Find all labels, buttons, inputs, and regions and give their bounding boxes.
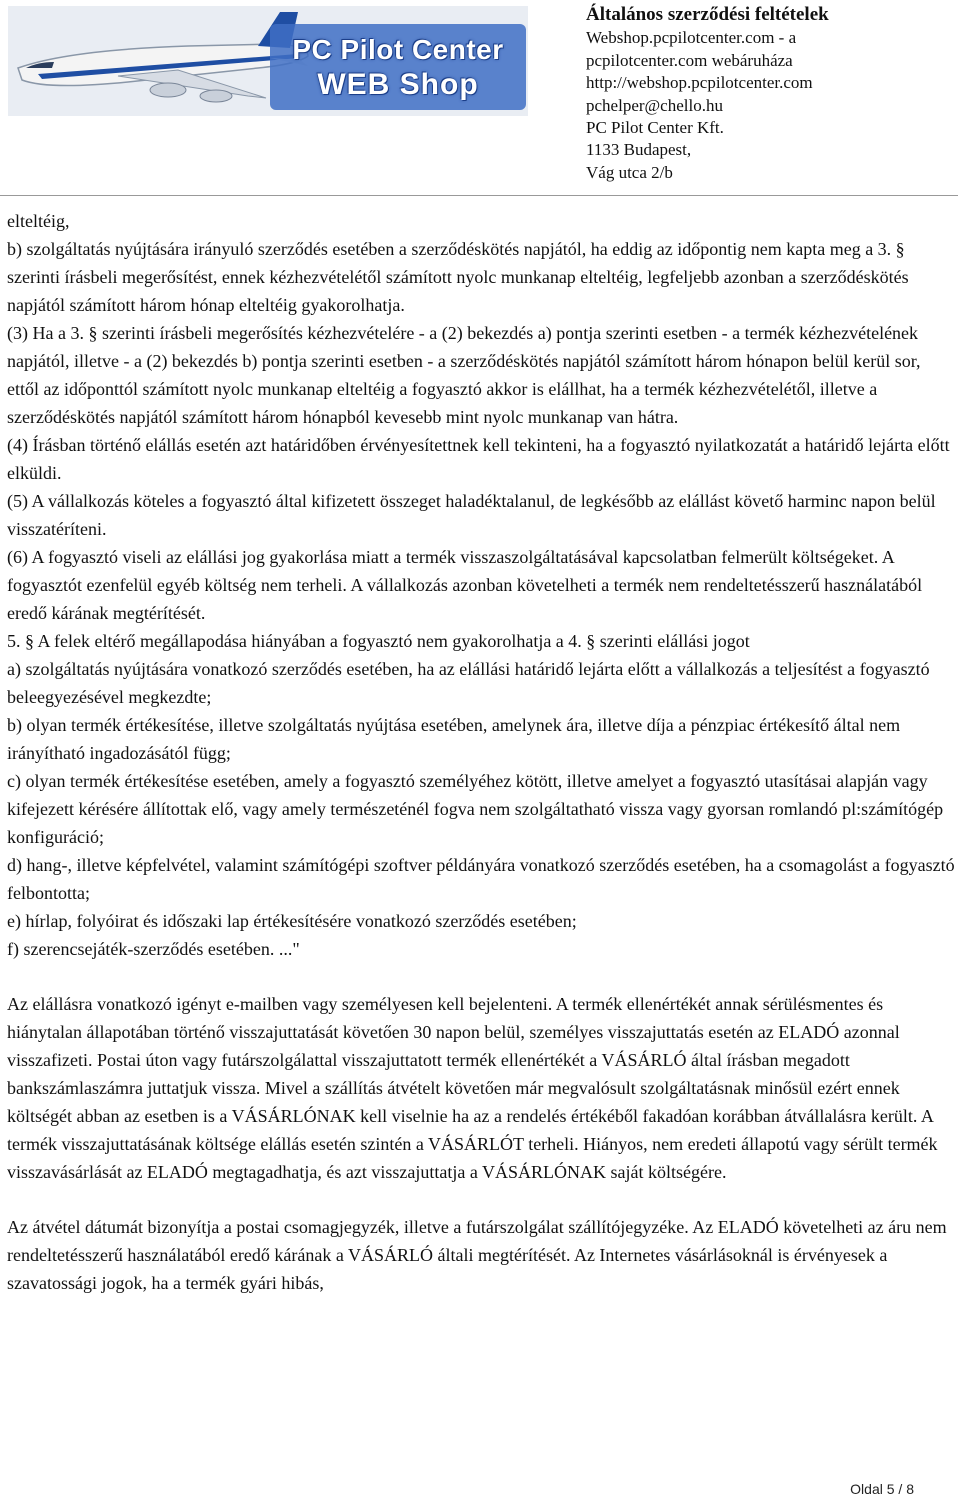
logo-title: PC Pilot Center <box>292 34 504 65</box>
document-title: Általános szerződési feltételek <box>586 4 829 25</box>
paragraph-spacer <box>7 1186 955 1213</box>
paragraph-withdrawal: Az elállásra vonatkozó igényt e-mailben vagy személyesen kell bejelenteni. A termék ellenértékét annak sérülésmentes és hiánytalan állapotában történő visszajuttatását követően 30 napon belül, személyes visszajuttatás esetén az ELADÓ azonnal visszafizeti. Postai úton vagy futárszolgálattal visszajuttatott termék ellenértékét a VÁSÁRLÓ által írásban megadott bankszámlaszámra juttatjuk vissza. Mivel a szállítás átvételt követően már megvalósult szolgáltatásnak minősül ezért ennek költségét abban az esetben is a VÁSÁRLÓNAK kell viselnie ha az a rendelés értékéből fakadóan korábban átvállalásra került. A termék visszajuttatásának költsége elállás esetén szintén a VÁSÁRLÓT terheli. Hiányos, nem eredeti állapotú vagy sérült termék visszavásárlását az ELADÓ megtagadhatja, és azt visszajuttatja a VÁSÁRLÓNAK saját költségére. <box>7 994 938 1182</box>
company-info <box>586 4 956 184</box>
paragraph: d) hang-, illetve képfelvétel, valamint számítógépi szoftver példányára vonatkozó szerződés esetében, ha a csomagolást a fogyasztó felbontotta; <box>7 855 955 903</box>
paragraph: elteltéig, <box>7 211 70 231</box>
paragraph: f) szerencsejáték-szerződés esetében. ..." <box>7 939 300 959</box>
page-header <box>0 0 960 200</box>
logo-subtitle: WEB Shop <box>317 68 479 101</box>
paragraph: (3) Ha a 3. § szerinti írásbeli megerősítés kézhezvételére - a (2) bekezdés a) pontja szerinti esetben - a termék kézhezvételének napjától, illetve - a (2) bekezdés b) pontja szerinti esetben - a szerződéskötés napjától számított három hónapon belül kerül sor, ettől az időponttól számított nyolc munkanap elteltéig a fogyasztó akkor is elállhat, ha a termék kézhezvételétől, illetve a szerződéskötés napjától számított három hónapból kevesebb mint nyolc munkanap van hátra. <box>7 323 921 427</box>
company-line-store: pcpilotcenter.com webáruháza <box>586 50 793 70</box>
company-line-email[interactable]: pchelper@chello.hu <box>586 95 723 115</box>
page-number: Oldal 5 / 8 <box>850 1481 914 1497</box>
paragraph: (6) A fogyasztó viseli az elállási jog gyakorlása miatt a termék visszaszolgáltatásával kapcsolatban felmerült költségeket. A fogyasztót ezenfelül egyéb költség nem terheli. A vállalkozás azonban követelheti a termék nem rendeltetésszerű használatából eredő kárának megtérítését. <box>7 547 923 623</box>
paragraph: b) szolgáltatás nyújtására irányuló szerződés esetében a szerződéskötés napjától, ha eddig az időpontig nem kapta meg a 3. § szerinti írásbeli megerősítést, ennek kézhezvételétől számított nyolc munkanap elteltéig, legfeljebb azonban a szerződéskötés napjától számított három hónap elteltéig gyakorolhatja. <box>7 239 909 315</box>
paragraph: (4) Írásban történő elállás esetén azt határidőben érvényesítettnek kell tekinteni, ha a fogyasztó nyilatkozatát a határidő lejárta előtt elküldi. <box>7 435 950 483</box>
pc-pilot-center-logo <box>8 6 528 116</box>
company-line-city: 1133 Budapest, <box>586 140 692 160</box>
document-body <box>7 207 955 1297</box>
company-line-url[interactable]: http://webshop.pcpilotcenter.com <box>586 73 813 93</box>
paragraph-spacer <box>7 963 955 990</box>
company-line-webshop: Webshop.pcpilotcenter.com - a <box>586 28 797 48</box>
paragraph: e) hírlap, folyóirat és időszaki lap értékesítésére vonatkozó szerződés esetében; <box>7 911 577 931</box>
paragraph: a) szolgáltatás nyújtására vonatkozó szerződés esetében, ha az elállási határidő lejárta előtt a vállalkozás a teljesítést a fogyasztó beleegyezésével megkezdte; <box>7 659 930 707</box>
company-line-street: Vág utca 2/b <box>586 162 673 182</box>
header-divider <box>0 195 958 196</box>
paragraph: 5. § A felek eltérő megállapodása hiányában a fogyasztó nem gyakorolhatja a 4. § szerinti elállási jogot <box>7 631 750 651</box>
paragraph: (5) A vállalkozás köteles a fogyasztó által kifizetett összeget haladéktalanul, de legkésőbb az elállást követő harminc napon belül visszatéríteni. <box>7 491 936 539</box>
paragraph: c) olyan termék értékesítése esetében, amely a fogyasztó személyéhez kötött, illetve amelyet a fogyasztó utasításai alapján vagy kifejezett kérésére állítottak elő, vagy amely természeténél fogva nem szolgáltatható vissza vagy gyorsan romlandó pl:számítógép konfiguráció; <box>7 771 944 847</box>
paragraph: b) olyan termék értékesítése, illetve szolgáltatás nyújtása esetében, amelynek ára, illetve díja a pénzpiac értékesítő által nem irányítható ingadozásától függ; <box>7 715 901 763</box>
company-line-name: PC Pilot Center Kft. <box>586 118 724 138</box>
paragraph-delivery: Az átvétel dátumát bizonyítja a postai csomagjegyzék, illetve a futárszolgálat szállítójegyzéke. Az ELADÓ követelheti az áru nem rendeltetésszerű használatából eredő kárának a VÁSÁRLÓ általi megtérítését. Az Internetes vásárlásoknál is érvényesek a szavatossági jogok, ha a termék gyári hibás, <box>7 1217 947 1293</box>
